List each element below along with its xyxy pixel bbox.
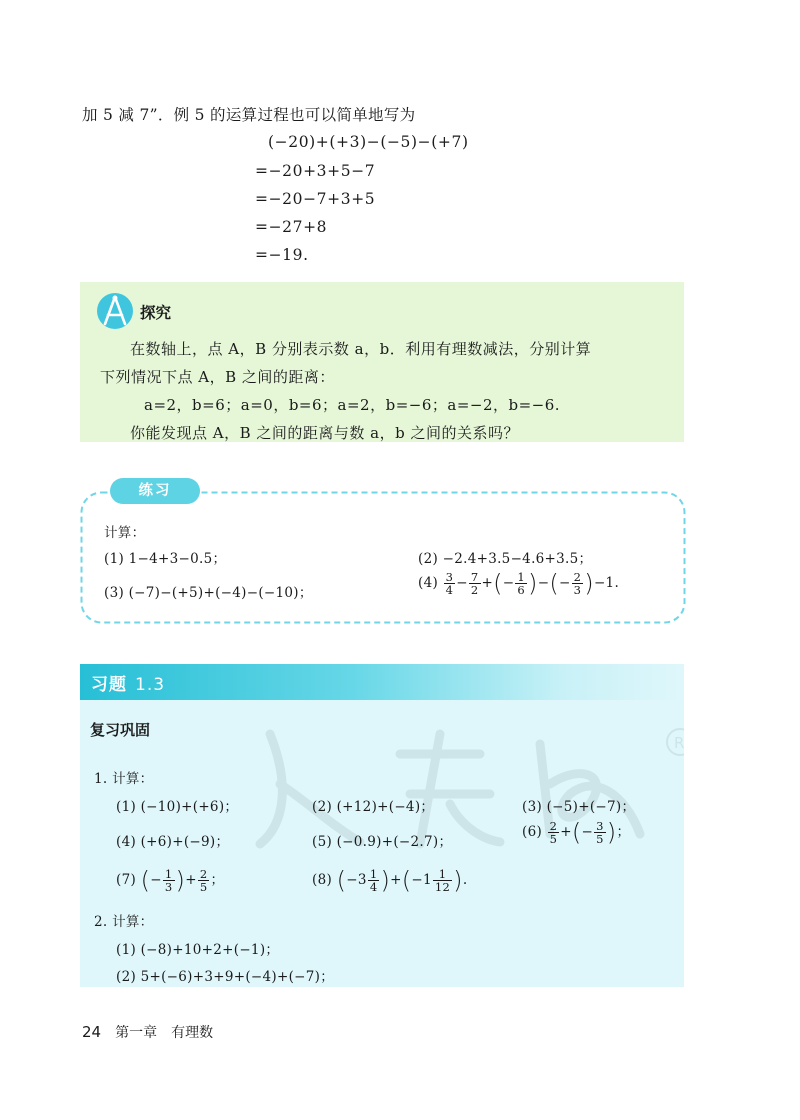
exercise-q2-2: (2) 5+(−6)+3+9+(−4)+(−7)； [116, 969, 335, 985]
intro-text: 加 5 减 7”．例 5 的运算过程也可以简单地写为 [82, 106, 416, 124]
fraction: $\frac{1}{4}$ [369, 867, 378, 895]
exercise-q2-1: (1) (−8)+10+2+(−1)； [116, 942, 280, 958]
fraction: $\frac{2}{5}$ [549, 819, 558, 847]
practice-tag: 练习 [110, 478, 200, 504]
fraction: $\frac{1}{12}$ [434, 867, 451, 895]
explore-box [80, 282, 684, 442]
exercise-header [80, 664, 684, 700]
practice-box [80, 483, 686, 624]
fraction: $\frac{3}{4}$ [445, 570, 454, 598]
exercise-q1-6: (6) $\frac{2}{5}$ +(− $\frac{3}{5}$ )； [522, 818, 631, 847]
fraction: $\frac{2}{5}$ [199, 867, 208, 895]
practice-prompt: 计算： [104, 525, 146, 541]
explore-line-3: a=2，b=6；a=0，b=6；a=2，b=−6；a=−2，b=−6. [144, 396, 561, 414]
explore-line-1: 在数轴上，点 A，B 分别表示数 a，b．利用有理数减法，分别计算 [130, 340, 592, 358]
chapter-label: 第一章 [115, 1025, 158, 1041]
exercise-q1-2: (2) (+12)+(−4)； [312, 799, 435, 815]
chapter-title: 有理数 [171, 1025, 214, 1041]
exercise-q1-5: (5) (−0.9)+(−2.7)； [312, 834, 453, 850]
fraction: $\frac{7}{2}$ [470, 570, 479, 598]
fraction: $\frac{1}{3}$ [164, 867, 173, 895]
calc-line-2: =−20+3+5−7 [255, 162, 376, 180]
practice-q2: (2) −2.4+3.5−4.6+3.5； [418, 551, 593, 567]
calc-line-4: =−27+8 [255, 218, 328, 236]
practice-q4: (4) $\frac{3}{4}$ − $\frac{7}{2}$ +(− $\frac{1}{6}$ )−(− $\frac{2}{3}$ )−1. [418, 569, 620, 598]
practice-q1: (1) 1−4+3−0.5； [104, 551, 227, 567]
svg-text:R: R [674, 734, 685, 752]
fraction: $\frac{3}{5}$ [596, 819, 604, 847]
explore-title: 探究 [140, 304, 172, 322]
calc-line-1: (−20)+(+3)−(−5)−(+7) [268, 133, 469, 151]
exercise-q1-8: (8) (−3 $\frac{1}{4}$ )+(−1 $\frac{1}{12}$ ). [312, 866, 468, 895]
practice-q3: (3) (−7)−(+5)+(−4)−(−10)； [104, 585, 313, 601]
exercise-q1-1: (1) (−10)+(+6)； [116, 799, 239, 815]
fraction: $\frac{1}{6}$ [517, 570, 526, 598]
compass-icon [96, 292, 134, 330]
exercise-box [80, 664, 684, 987]
calc-line-3: =−20−7+3+5 [255, 190, 376, 208]
explore-line-4: 你能发现点 A，B 之间的距离与数 a，b 之间的关系吗？ [130, 424, 519, 442]
page-number: 24 [82, 1023, 102, 1041]
exercise-title: 习题 1.3 [91, 675, 166, 695]
page-footer [82, 1022, 213, 1042]
exercise-q1-3: (3) (−5)+(−7)； [522, 799, 636, 815]
calc-line-5: =−19. [255, 246, 309, 264]
exercise-q1-label: 1. 计算： [94, 771, 154, 787]
exercise-q1-7: (7) (− $\frac{1}{3}$ )+ $\frac{2}{5}$ ； [116, 866, 225, 895]
exercise-q2-label: 2. 计算： [94, 914, 154, 930]
explore-line-2: 下列情况下点 A，B 之间的距离： [100, 368, 335, 386]
exercise-section-title: 复习巩固 [90, 721, 151, 739]
practice-q4-label: (4) [418, 575, 439, 592]
fraction: $\frac{2}{3}$ [573, 570, 582, 598]
exercise-q1-4: (4) (+6)+(−9)； [116, 834, 230, 850]
